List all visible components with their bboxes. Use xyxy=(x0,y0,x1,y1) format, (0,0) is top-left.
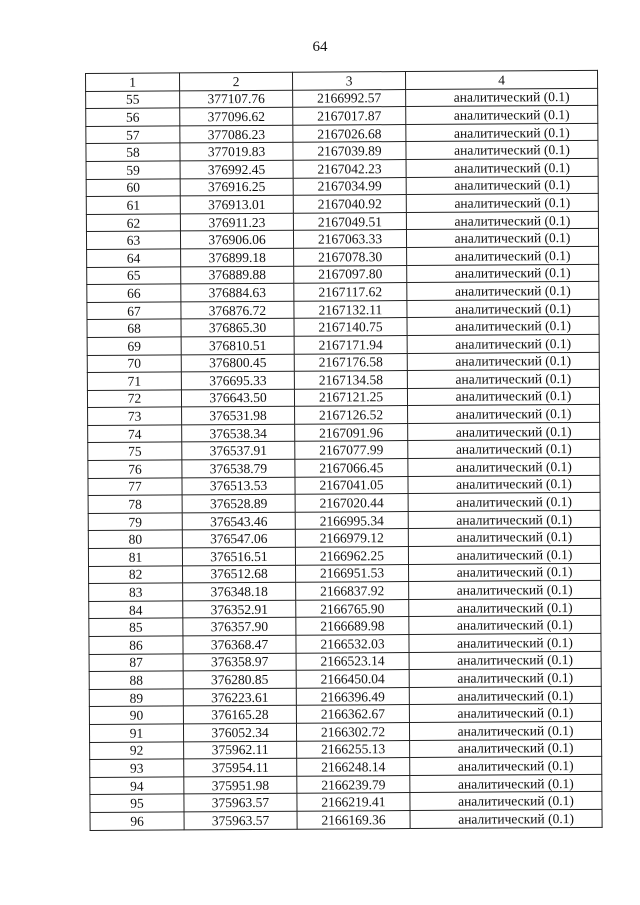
cell-point-number: 76 xyxy=(88,460,182,478)
cell-method: аналитический (0.1) xyxy=(409,598,601,617)
cell-y-coordinate: 2166396.49 xyxy=(296,687,409,705)
cell-y-coordinate: 2167049.51 xyxy=(293,212,406,230)
cell-method: аналитический (0.1) xyxy=(408,545,600,564)
cell-point-number: 86 xyxy=(89,636,183,654)
column-header-y: 3 xyxy=(292,72,405,90)
cell-y-coordinate: 2167041.05 xyxy=(295,476,408,494)
cell-y-coordinate: 2167040.92 xyxy=(293,195,406,213)
cell-point-number: 80 xyxy=(88,530,182,548)
cell-y-coordinate: 2167026.68 xyxy=(293,124,406,142)
cell-x-coordinate: 376357.90 xyxy=(183,618,296,636)
cell-point-number: 96 xyxy=(90,812,184,830)
cell-method: аналитический (0.1) xyxy=(406,229,598,248)
cell-method: аналитический (0.1) xyxy=(409,686,601,705)
cell-y-coordinate: 2166248.14 xyxy=(297,758,410,776)
cell-point-number: 82 xyxy=(89,566,183,584)
cell-point-number: 77 xyxy=(88,478,182,496)
cell-point-number: 71 xyxy=(87,372,181,390)
cell-x-coordinate: 376512.68 xyxy=(183,565,296,583)
cell-point-number: 72 xyxy=(87,390,181,408)
cell-y-coordinate: 2167117.62 xyxy=(294,283,407,301)
cell-method: аналитический (0.1) xyxy=(408,493,600,512)
column-header-method: 4 xyxy=(405,70,597,89)
cell-point-number: 78 xyxy=(88,495,182,513)
cell-x-coordinate: 376516.51 xyxy=(182,547,295,565)
cell-x-coordinate: 376348.18 xyxy=(183,582,296,600)
cell-point-number: 56 xyxy=(86,108,180,126)
cell-x-coordinate: 376165.28 xyxy=(183,706,296,724)
cell-y-coordinate: 2167126.52 xyxy=(295,406,408,424)
cell-x-coordinate: 376531.98 xyxy=(182,407,295,425)
cell-y-coordinate: 2166450.04 xyxy=(296,670,409,688)
cell-method: аналитический (0.1) xyxy=(410,757,602,776)
cell-y-coordinate: 2166239.79 xyxy=(297,775,410,793)
cell-x-coordinate: 375962.11 xyxy=(184,741,297,759)
cell-y-coordinate: 2166689.98 xyxy=(296,617,409,635)
cell-x-coordinate: 376800.45 xyxy=(181,354,294,372)
cell-y-coordinate: 2166362.67 xyxy=(296,705,409,723)
cell-x-coordinate: 376865.30 xyxy=(181,319,294,337)
cell-y-coordinate: 2167132.11 xyxy=(294,300,407,318)
cell-method: аналитический (0.1) xyxy=(406,106,598,125)
cell-y-coordinate: 2166219.41 xyxy=(297,793,410,811)
cell-y-coordinate: 2167063.33 xyxy=(293,230,406,248)
cell-point-number: 57 xyxy=(86,126,180,144)
cell-point-number: 87 xyxy=(89,654,183,672)
cell-method: аналитический (0.1) xyxy=(407,352,599,371)
table-row xyxy=(90,809,602,830)
cell-point-number: 60 xyxy=(86,178,180,196)
cell-point-number: 95 xyxy=(90,794,184,812)
cell-method: аналитический (0.1) xyxy=(406,88,598,107)
cell-point-number: 94 xyxy=(90,777,184,795)
cell-method: аналитический (0.1) xyxy=(406,194,598,213)
cell-method: аналитический (0.1) xyxy=(408,440,600,459)
cell-y-coordinate: 2167078.30 xyxy=(294,247,407,265)
cell-method: аналитический (0.1) xyxy=(407,264,599,283)
cell-y-coordinate: 2167121.25 xyxy=(294,388,407,406)
cell-x-coordinate: 376352.91 xyxy=(183,600,296,618)
cell-point-number: 79 xyxy=(88,513,182,531)
cell-point-number: 69 xyxy=(87,337,181,355)
cell-y-coordinate: 2166979.12 xyxy=(295,529,408,547)
cell-method: аналитический (0.1) xyxy=(410,774,602,793)
cell-point-number: 65 xyxy=(87,266,181,284)
cell-method: аналитический (0.1) xyxy=(407,299,599,318)
cell-point-number: 85 xyxy=(89,618,183,636)
cell-method: аналитический (0.1) xyxy=(410,809,602,828)
cell-x-coordinate: 376528.89 xyxy=(182,494,295,512)
cell-x-coordinate: 375951.98 xyxy=(184,776,297,794)
cell-x-coordinate: 376876.72 xyxy=(181,301,294,319)
cell-y-coordinate: 2167091.96 xyxy=(295,423,408,441)
cell-x-coordinate: 376547.06 xyxy=(182,530,295,548)
cell-point-number: 81 xyxy=(88,548,182,566)
cell-y-coordinate: 2166962.25 xyxy=(295,547,408,565)
cell-x-coordinate: 376280.85 xyxy=(183,670,296,688)
cell-x-coordinate: 376992.45 xyxy=(180,160,293,178)
cell-method: аналитический (0.1) xyxy=(409,704,601,723)
cell-x-coordinate: 376052.34 xyxy=(183,723,296,741)
cell-y-coordinate: 2167042.23 xyxy=(293,160,406,178)
cell-method: аналитический (0.1) xyxy=(409,651,601,670)
cell-point-number: 68 xyxy=(87,319,181,337)
cell-method: аналитический (0.1) xyxy=(406,211,598,230)
cell-method: аналитический (0.1) xyxy=(407,387,599,406)
cell-x-coordinate: 376368.47 xyxy=(183,635,296,653)
cell-point-number: 62 xyxy=(86,214,180,232)
cell-y-coordinate: 2166255.13 xyxy=(297,740,410,758)
cell-point-number: 74 xyxy=(88,425,182,443)
cell-method: аналитический (0.1) xyxy=(409,721,601,740)
cell-x-coordinate: 375963.57 xyxy=(184,794,297,812)
cell-point-number: 64 xyxy=(87,249,181,267)
cell-point-number: 73 xyxy=(88,407,182,425)
cell-point-number: 61 xyxy=(86,196,180,214)
cell-x-coordinate: 376358.97 xyxy=(183,653,296,671)
cell-method: аналитический (0.1) xyxy=(406,176,598,195)
cell-y-coordinate: 2166523.14 xyxy=(296,652,409,670)
cell-x-coordinate: 376884.63 xyxy=(181,283,294,301)
cell-method: аналитический (0.1) xyxy=(409,669,601,688)
cell-method: аналитический (0.1) xyxy=(410,739,602,758)
cell-point-number: 93 xyxy=(90,759,184,777)
cell-point-number: 75 xyxy=(88,442,182,460)
coordinates-table xyxy=(85,70,603,831)
cell-y-coordinate: 2166765.90 xyxy=(296,599,409,617)
cell-x-coordinate: 376538.34 xyxy=(182,424,295,442)
cell-x-coordinate: 376889.88 xyxy=(181,266,294,284)
cell-point-number: 84 xyxy=(89,601,183,619)
cell-x-coordinate: 375954.11 xyxy=(184,758,297,776)
cell-point-number: 90 xyxy=(89,706,183,724)
cell-x-coordinate: 377019.83 xyxy=(180,143,293,161)
cell-point-number: 55 xyxy=(86,91,180,109)
cell-method: аналитический (0.1) xyxy=(410,792,602,811)
cell-point-number: 66 xyxy=(87,284,181,302)
cell-y-coordinate: 2167066.45 xyxy=(295,459,408,477)
cell-x-coordinate: 376513.53 xyxy=(182,477,295,495)
cell-method: аналитический (0.1) xyxy=(409,581,601,600)
cell-x-coordinate: 376543.46 xyxy=(182,512,295,530)
cell-x-coordinate: 376913.01 xyxy=(180,195,293,213)
cell-x-coordinate: 375963.57 xyxy=(184,811,297,829)
cell-x-coordinate: 377107.76 xyxy=(180,90,293,108)
cell-method: аналитический (0.1) xyxy=(408,510,600,529)
cell-x-coordinate: 377096.62 xyxy=(180,107,293,125)
cell-x-coordinate: 376538.79 xyxy=(182,459,295,477)
cell-method: аналитический (0.1) xyxy=(409,563,601,582)
cell-y-coordinate: 2167039.89 xyxy=(293,142,406,160)
cell-y-coordinate: 2167034.99 xyxy=(293,177,406,195)
cell-point-number: 67 xyxy=(87,302,181,320)
cell-y-coordinate: 2166951.53 xyxy=(296,564,409,582)
cell-method: аналитический (0.1) xyxy=(408,405,600,424)
cell-y-coordinate: 2166302.72 xyxy=(296,722,409,740)
cell-method: аналитический (0.1) xyxy=(406,141,598,160)
cell-x-coordinate: 376906.06 xyxy=(180,231,293,249)
cell-point-number: 89 xyxy=(89,689,183,707)
cell-y-coordinate: 2167171.94 xyxy=(294,335,407,353)
cell-point-number: 91 xyxy=(89,724,183,742)
cell-point-number: 70 xyxy=(87,354,181,372)
cell-point-number: 59 xyxy=(86,161,180,179)
cell-x-coordinate: 376223.61 xyxy=(183,688,296,706)
cell-y-coordinate: 2167017.87 xyxy=(293,107,406,125)
cell-y-coordinate: 2167077.99 xyxy=(295,441,408,459)
column-header-point-number: 1 xyxy=(86,73,180,91)
cell-x-coordinate: 376537.91 xyxy=(182,442,295,460)
cell-method: аналитический (0.1) xyxy=(409,616,601,635)
cell-method: аналитический (0.1) xyxy=(406,158,598,177)
cell-point-number: 83 xyxy=(89,583,183,601)
cell-point-number: 58 xyxy=(86,143,180,161)
cell-method: аналитический (0.1) xyxy=(407,334,599,353)
cell-x-coordinate: 376643.50 xyxy=(181,389,294,407)
cell-method: аналитический (0.1) xyxy=(407,317,599,336)
table-body xyxy=(86,88,603,830)
cell-x-coordinate: 376899.18 xyxy=(181,248,294,266)
cell-x-coordinate: 377086.23 xyxy=(180,125,293,143)
cell-method: аналитический (0.1) xyxy=(407,246,599,265)
cell-y-coordinate: 2167176.58 xyxy=(294,353,407,371)
cell-y-coordinate: 2166995.34 xyxy=(295,511,408,529)
cell-y-coordinate: 2167097.80 xyxy=(294,265,407,283)
page-number: 64 xyxy=(312,39,328,55)
cell-method: аналитический (0.1) xyxy=(408,475,600,494)
cell-x-coordinate: 376810.51 xyxy=(181,336,294,354)
cell-method: аналитический (0.1) xyxy=(409,633,601,652)
cell-x-coordinate: 376695.33 xyxy=(181,371,294,389)
cell-method: аналитический (0.1) xyxy=(407,281,599,300)
cell-method: аналитический (0.1) xyxy=(407,369,599,388)
cell-point-number: 92 xyxy=(90,741,184,759)
cell-y-coordinate: 2166992.57 xyxy=(293,89,406,107)
cell-y-coordinate: 2166532.03 xyxy=(296,635,409,653)
cell-method: аналитический (0.1) xyxy=(408,422,600,441)
cell-method: аналитический (0.1) xyxy=(408,457,600,476)
cell-y-coordinate: 2166169.36 xyxy=(297,810,410,828)
cell-y-coordinate: 2167134.58 xyxy=(294,371,407,389)
cell-y-coordinate: 2166837.92 xyxy=(296,582,409,600)
cell-point-number: 63 xyxy=(86,231,180,249)
cell-method: аналитический (0.1) xyxy=(408,528,600,547)
cell-method: аналитический (0.1) xyxy=(406,123,598,142)
cell-x-coordinate: 376916.25 xyxy=(180,178,293,196)
cell-y-coordinate: 2167020.44 xyxy=(295,494,408,512)
cell-y-coordinate: 2167140.75 xyxy=(294,318,407,336)
cell-x-coordinate: 376911.23 xyxy=(180,213,293,231)
cell-point-number: 88 xyxy=(89,671,183,689)
column-header-x: 2 xyxy=(180,72,293,90)
